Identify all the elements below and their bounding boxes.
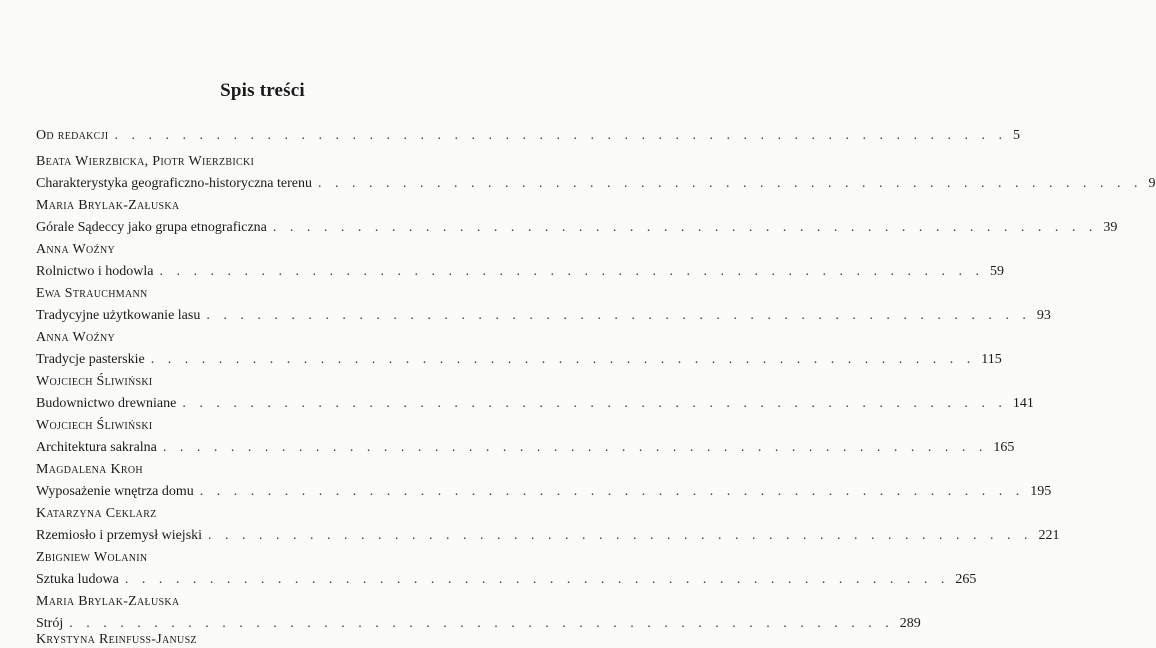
toc-line bbox=[36, 264, 1004, 284]
toc-title: Wyposażenie wnętrza domu bbox=[36, 484, 194, 499]
leader-dots: . . . . . . . . . . . . . . . . . . . . . . . . . . . . . . . . . . . . . . . . . . . . . . . . . bbox=[162, 440, 988, 455]
leader-dots: . . . . . . . . . . . . . . . . . . . . . . . . . . . . . . . . . . . . . . . . . . . . . . . . . bbox=[159, 264, 984, 279]
toc-page-number: 141 bbox=[1012, 396, 1034, 411]
toc-author: Wojciech Śliwiński bbox=[36, 374, 153, 389]
toc-line bbox=[36, 352, 1002, 372]
toc-line bbox=[36, 220, 1118, 240]
toc-author: Beata Wierzbicka, Piotr Wierzbicki bbox=[36, 154, 255, 169]
toc-author: Maria Brylak-Załuska bbox=[36, 594, 180, 609]
toc-page-number: 39 bbox=[1103, 220, 1118, 235]
toc-line bbox=[36, 176, 1156, 196]
toc-line bbox=[36, 572, 977, 592]
toc-line bbox=[36, 128, 1020, 148]
toc-author: Anna Woźny bbox=[36, 330, 116, 345]
toc-author: Maria Brylak-Załuska bbox=[36, 198, 180, 213]
toc-line bbox=[36, 396, 1034, 416]
leader-dots: . . . . . . . . . . . . . . . . . . . . . . . . . . . . . . . . . . . . . . . . . . . . . . . . . . . . . bbox=[114, 128, 1007, 143]
toc-author: Zbigniew Wolanin bbox=[36, 550, 148, 565]
toc-page-number: 265 bbox=[955, 572, 977, 587]
toc-page-number: 59 bbox=[989, 264, 1004, 279]
toc-title: Rzemiosło i przemysł wiejski bbox=[36, 528, 203, 543]
toc-page-number: 115 bbox=[981, 352, 1002, 367]
toc-title: Górale Sądeccy jako grupa etnograficzna bbox=[36, 220, 267, 235]
toc-title: Charakterystyka geograficzno-historyczna terenu bbox=[36, 176, 312, 191]
toc-title: Sztuka ludowa bbox=[36, 572, 119, 587]
leader-dots: . . . . . . . . . . . . . . . . . . . . . . . . . . . . . . . . . . . . . . . . . . . . . . . . . bbox=[150, 352, 976, 367]
toc-author: Magdalena Kroh bbox=[36, 462, 143, 477]
toc-title: Architektura sakralna bbox=[36, 440, 157, 455]
leader-dots: . . . . . . . . . . . . . . . . . . . . . . . . . . . . . . . . . . . . . . . . . . . . . . . . . bbox=[124, 572, 950, 587]
toc-author: Katarzyna Ceklarz bbox=[36, 506, 157, 521]
toc-page-number: 5 bbox=[1012, 128, 1020, 143]
toc-page-number: 289 bbox=[899, 616, 921, 631]
toc-author: Ewa Strauchmann bbox=[36, 286, 148, 301]
page-title: Spis treści bbox=[220, 80, 305, 101]
toc-author: Anna Woźny bbox=[36, 242, 116, 257]
toc-author: Wojciech Śliwiński bbox=[36, 418, 153, 433]
leader-dots: . . . . . . . . . . . . . . . . . . . . . . . . . . . . . . . . . . . . . . . . . . . . . . . . . bbox=[272, 220, 1098, 235]
toc-page-number: 221 bbox=[1038, 528, 1060, 543]
leader-dots: . . . . . . . . . . . . . . . . . . . . . . . . . . . . . . . . . . . . . . . . . . . . . . . . . bbox=[69, 616, 894, 631]
toc-page-number: 93 bbox=[1036, 308, 1051, 323]
toc-line bbox=[36, 308, 1051, 328]
toc-title: Strój bbox=[36, 616, 64, 631]
toc-line bbox=[36, 484, 1052, 504]
toc-title: Tradycyjne użytkowanie lasu bbox=[36, 308, 201, 323]
leader-dots: . . . . . . . . . . . . . . . . . . . . . . . . . . . . . . . . . . . . . . . . . . . . . . . . . bbox=[199, 484, 1025, 499]
toc-title: Rolnictwo i hodowla bbox=[36, 264, 154, 279]
leader-dots: . . . . . . . . . . . . . . . . . . . . . . . . . . . . . . . . . . . . . . . . . . . . . . . . . bbox=[206, 308, 1031, 323]
leader-dots: . . . . . . . . . . . . . . . . . . . . . . . . . . . . . . . . . . . . . . . . . . . . . . . . . bbox=[318, 176, 1143, 191]
toc-title: Od redakcji bbox=[36, 128, 109, 143]
leader-dots: . . . . . . . . . . . . . . . . . . . . . . . . . . . . . . . . . . . . . . . . . . . . . . . . . bbox=[182, 396, 1007, 411]
toc-line bbox=[36, 528, 1060, 548]
toc-title: Tradycje pasterskie bbox=[36, 352, 145, 367]
toc-page-number: 195 bbox=[1030, 484, 1052, 499]
leader-dots: . . . . . . . . . . . . . . . . . . . . . . . . . . . . . . . . . . . . . . . . . . . . . . . . . bbox=[208, 528, 1033, 543]
toc-title: Budownictwo drewniane bbox=[36, 396, 177, 411]
toc-page-number: 165 bbox=[993, 440, 1015, 455]
toc-author: Krystyna Reinfuss-Janusz bbox=[36, 632, 197, 647]
toc-page-number: 9 bbox=[1148, 176, 1156, 191]
toc-line bbox=[36, 440, 1015, 460]
